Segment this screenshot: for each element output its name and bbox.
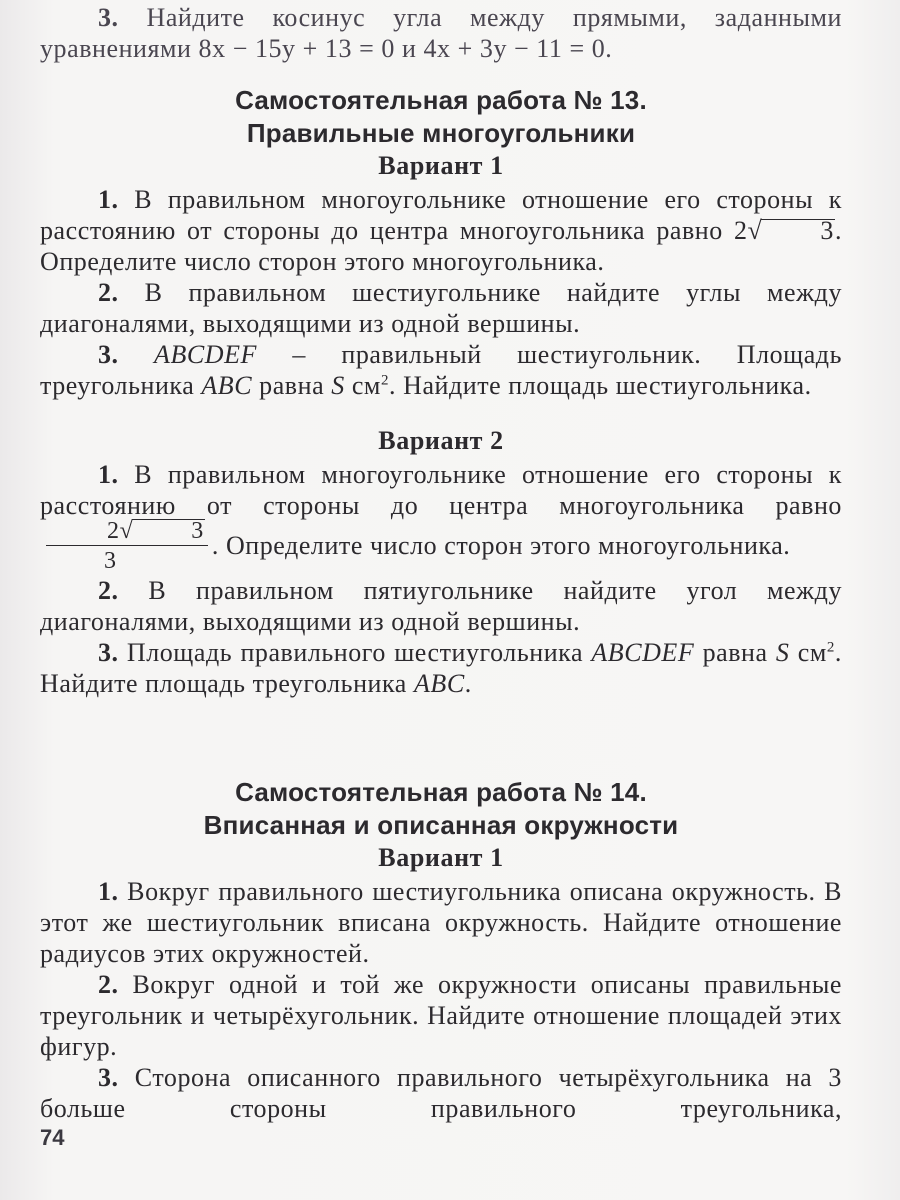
variant-heading: Вариант 1 bbox=[378, 843, 504, 872]
section-title: Самостоятельная работа № 13. bbox=[235, 85, 647, 115]
problem-text: 3. Сторона описанного правильного четырёхугольника на 3 больше стороны правильного треугольника, bbox=[40, 1063, 842, 1123]
problem-text: 3. Найдите косинус угла между прямыми, заданными bbox=[98, 3, 842, 32]
problem-text: 1. В правильном многоугольнике отношение его стороны к расстоянию от стороны до центра многоугольника равно $\frac{2√ 3}{3}$ . Определите число сторон этого многоугольника. bbox=[40, 460, 842, 574]
carryover-problem bbox=[40, 2, 842, 64]
variant-heading: Вариант 1 bbox=[378, 151, 504, 180]
problem-text: 2. Вокруг одной и той же окружности описаны правильные треугольник и четырёхугольник. Найдите отношение площадей этих фигур. bbox=[40, 970, 842, 1061]
problem-text: 3. ABCDEF – правильный шестиугольник. Площадь треугольника ABC равна S $см^2$. Найдите площадь шестиугольника. bbox=[40, 340, 842, 400]
problem-text: 1. В правильном многоугольнике отношение его стороны к расстоянию от стороны до центра многоугольника равно 2√ 3. Определите число сторон этого многоугольника. bbox=[40, 185, 842, 276]
page-number: 74 bbox=[40, 1125, 65, 1150]
sqrt-expression: √ 3 bbox=[747, 216, 834, 245]
section-work-14 bbox=[40, 776, 842, 1124]
problem-number: 3. bbox=[98, 3, 119, 32]
section-title: Самостоятельная работа № 14. bbox=[235, 777, 647, 807]
section-subtitle: Правильные многоугольники bbox=[246, 118, 636, 148]
section-subtitle: Вписанная и описанная окружности bbox=[203, 810, 679, 840]
equation: 4x + 3y − 11 = 0. bbox=[423, 34, 613, 63]
problem-text: 2. В правильном шестиугольнике найдите углы между диагоналями, выходящими из одной вершины. bbox=[40, 278, 842, 338]
problem-text: 3. Площадь правильного шестиугольника ABCDEF равна S $см^2$. Найдите площадь треугольника ABC. bbox=[40, 638, 842, 698]
problem-text: 2. В правильном пятиугольнике найдите угол между диагоналями, выходящими из одной вершины. bbox=[40, 576, 842, 636]
variant-heading: Вариант 2 bbox=[378, 426, 504, 455]
equation: 8x − 15y + 13 = 0 bbox=[198, 34, 395, 63]
problem-text: уравнениями 8x − 15y + 13 = 0 и 4x + 3y − 11 = 0. bbox=[40, 34, 613, 63]
problem-text: 1. Вокруг правильного шестиугольника описана окружность. В этот же шестиугольник вписана окружность. Найдите отношение радиусов этих окружностей. bbox=[40, 877, 842, 968]
section-work-13 bbox=[40, 84, 842, 699]
fraction: $\frac{2√ 3}{3}$ bbox=[46, 519, 208, 573]
